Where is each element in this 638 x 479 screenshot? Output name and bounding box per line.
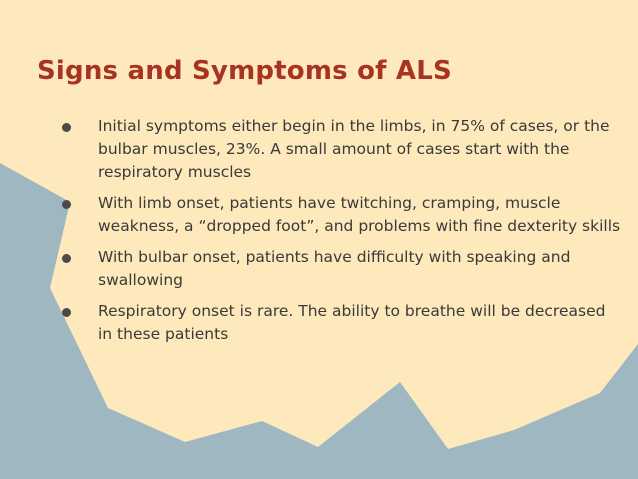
bullet-item [62, 300, 622, 346]
bullet-dot-icon [62, 200, 71, 209]
bullet-dot-icon [62, 254, 71, 263]
bullet-dot-icon [62, 123, 71, 132]
bullet-item [62, 115, 622, 184]
bullet-item [62, 246, 622, 292]
bullet-dot-icon [62, 308, 71, 317]
bullet-item [62, 192, 622, 238]
bullet-text: Initial symptoms either begin in the limbs, in 75% of cases, or the bulbar muscles, 23%. A small amount of cases start with the respiratory muscles [98, 117, 610, 181]
bullet-text: With limb onset, patients have twitching, cramping, muscle weakness, a “dropped foot”, and problems with fine dexterity skills [98, 194, 621, 235]
bullet-text: With bulbar onset, patients have difficulty with speaking and swallowing [98, 248, 571, 289]
slide-title: Signs and Symptoms of ALS [37, 56, 452, 86]
bullet-text: Respiratory onset is rare. The ability to breathe will be decreased in these patients [98, 302, 606, 343]
bullet-list [62, 115, 622, 354]
